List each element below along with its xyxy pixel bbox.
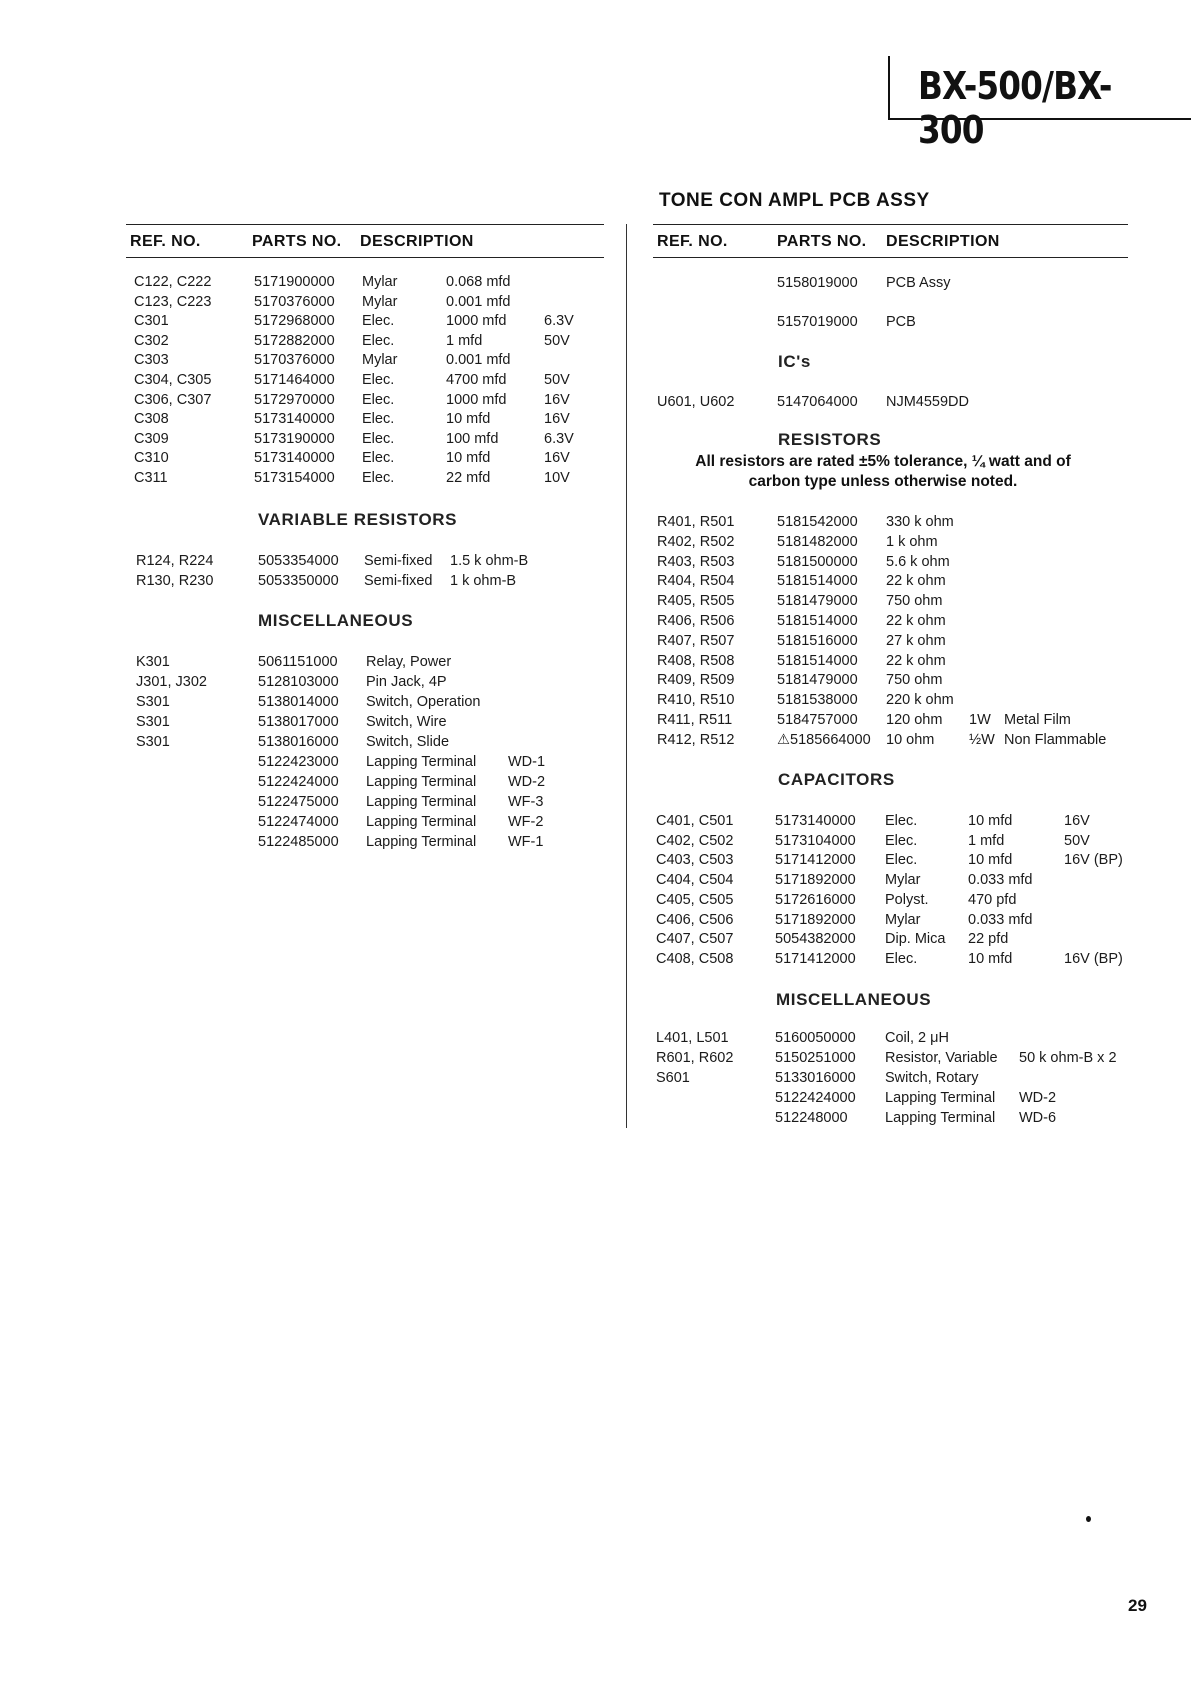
ref-no-cell: R403, R503 <box>657 553 735 570</box>
value-cell: 1 mfd <box>968 832 1005 849</box>
type-code-cell: WD-1 <box>508 754 546 770</box>
table-row <box>126 794 604 814</box>
type-cell: Mylar <box>362 293 398 310</box>
table-row <box>126 392 604 412</box>
table-row <box>653 554 1128 574</box>
description-cell: Switch, Rotary <box>885 1070 979 1086</box>
description-cell: Lapping Terminal <box>366 814 477 830</box>
part-no-cell: 5122485000 <box>258 834 339 850</box>
part-no-cell: 5172882000 <box>254 332 335 349</box>
type-cell: Elec. <box>362 391 395 408</box>
type-cell: Mylar <box>362 352 398 369</box>
table-row <box>653 732 1128 752</box>
ref-no-cell: R407, R507 <box>657 632 735 649</box>
description-cell: PCB <box>886 313 916 330</box>
value-cell: 470 pfd <box>968 891 1017 908</box>
table-row <box>126 754 604 774</box>
col-ref-no: REF. NO. <box>130 233 201 250</box>
col-parts-no: PARTS NO. <box>777 233 867 250</box>
part-no-cell: 5122475000 <box>258 794 339 810</box>
wattage-cell: ½W <box>969 731 995 748</box>
part-no-cell: 5181479000 <box>777 593 858 610</box>
part-no-cell: 5147064000 <box>777 394 858 410</box>
ref-no-cell: R404, R504 <box>657 573 735 590</box>
table-row <box>126 714 604 734</box>
type-cell: Elec. <box>885 832 918 849</box>
part-no-cell: 5181500000 <box>777 553 858 570</box>
table-row <box>653 852 1128 872</box>
part-no-cell: 5053354000 <box>258 553 339 569</box>
ref-no-cell: R124, R224 <box>136 553 214 569</box>
part-no-cell: 5170376000 <box>254 352 335 369</box>
type-cell: Elec. <box>362 313 395 330</box>
part-no-cell: 5181479000 <box>777 672 858 689</box>
rating-cell: 50V <box>544 332 570 349</box>
table-row <box>126 774 604 794</box>
ref-no-cell: R408, R508 <box>657 652 735 669</box>
part-no-cell: 5173154000 <box>254 470 335 486</box>
part-no-cell: 5181542000 <box>777 514 858 530</box>
ref-no-cell: R402, R502 <box>657 533 735 550</box>
value-cell: 5.6 k ohm <box>886 553 950 570</box>
type-cell: Elec. <box>362 450 395 467</box>
col-ref-no: REF. NO. <box>657 233 728 250</box>
ref-no-cell: R130, R230 <box>136 573 214 589</box>
section-title: TONE CON AMPL PCB ASSY <box>659 190 930 211</box>
value-cell: 750 ohm <box>886 593 943 610</box>
rating-cell: 6.3V <box>544 313 574 330</box>
table-row <box>126 294 604 314</box>
resistors-note-line-2: carbon type unless otherwise noted. <box>748 473 1018 490</box>
part-no-cell: 5150251000 <box>775 1050 856 1066</box>
part-no-cell: 5172968000 <box>254 313 335 330</box>
ref-no-cell: S601 <box>656 1070 690 1086</box>
description-cell: Switch, Operation <box>366 694 481 710</box>
rating-cell: 16V <box>544 450 570 467</box>
part-no-cell: 5181514000 <box>777 573 858 590</box>
part-no-cell: 5158019000 <box>777 275 858 291</box>
description-cell: Pin Jack, 4P <box>366 674 447 690</box>
part-no-cell: 5122424000 <box>258 774 339 790</box>
ref-no-cell: C309 <box>134 430 169 447</box>
ref-no-cell: R405, R505 <box>657 593 735 610</box>
part-no-cell: 5173190000 <box>254 430 335 447</box>
rating-cell: 16V <box>544 391 570 408</box>
value-cell: 0.068 mfd <box>446 274 511 290</box>
ref-no-cell: R409, R509 <box>657 672 735 689</box>
description-cell: Relay, Power <box>366 654 452 670</box>
table-row <box>126 553 604 573</box>
type-cell: Polyst. <box>885 891 929 908</box>
type-cell: Non Flammable <box>1004 731 1107 748</box>
value-cell: 220 k ohm <box>886 692 954 709</box>
value-cell: 330 k ohm <box>886 514 954 530</box>
table-row <box>653 394 1128 414</box>
ref-no-cell: C310 <box>134 450 169 467</box>
value-cell: WD-6 <box>1019 1110 1057 1126</box>
right-column <box>653 0 1128 1683</box>
table-row <box>653 633 1128 653</box>
part-no-cell: 5054382000 <box>775 931 856 948</box>
table-row <box>126 411 604 431</box>
part-no-cell: 5171892000 <box>775 872 856 889</box>
part-no-cell: 5122424000 <box>775 1090 856 1106</box>
table-row <box>126 372 604 392</box>
table-row <box>653 892 1128 912</box>
ref-no-cell: R411, R511 <box>657 712 733 728</box>
part-no-cell: 5171412000 <box>775 852 856 869</box>
description-cell: Lapping Terminal <box>885 1090 996 1106</box>
part-no-cell: 5173140000 <box>254 411 335 428</box>
ref-no-cell: R412, R512 <box>657 731 735 748</box>
table-row <box>126 470 604 490</box>
col-description: DESCRIPTION <box>360 233 474 250</box>
ref-no-cell: C408, C508 <box>656 950 734 967</box>
right-misc-heading: MISCELLANEOUS <box>776 990 932 1009</box>
ref-no-cell: S301 <box>136 714 170 730</box>
part-no-cell: 5184757000 <box>777 712 858 728</box>
part-no-cell: 5122474000 <box>258 814 339 830</box>
part-no-cell: 5173140000 <box>254 450 335 467</box>
type-cell: Elec. <box>885 813 918 829</box>
ref-no-cell: C311 <box>134 470 168 486</box>
type-cell: Dip. Mica <box>885 931 946 948</box>
part-no-cell: 5171464000 <box>254 372 335 388</box>
ref-no-cell: L401, L501 <box>656 1030 729 1046</box>
part-no-cell: 5181482000 <box>777 533 858 550</box>
capacitors-heading: CAPACITORS <box>778 770 895 789</box>
part-no-cell: ⚠5185664000 <box>777 731 871 748</box>
table-row <box>653 872 1128 892</box>
table-row <box>126 313 604 333</box>
type-cell: Semi-fixed <box>364 553 433 569</box>
table-row <box>653 912 1128 932</box>
value-cell: 22 k ohm <box>886 613 946 629</box>
table-row <box>653 534 1128 554</box>
part-no-cell: 5173104000 <box>775 832 856 849</box>
variable-resistors-heading: VARIABLE RESISTORS <box>258 510 458 529</box>
table-row <box>653 1030 1128 1050</box>
table-row <box>653 672 1128 692</box>
resistors-heading: RESISTORS <box>778 430 882 449</box>
ref-no-cell: K301 <box>136 654 170 670</box>
description-cell: Lapping Terminal <box>366 754 477 770</box>
table-row <box>653 593 1128 613</box>
part-no-cell: 5181514000 <box>777 652 858 669</box>
left-misc-heading: MISCELLANEOUS <box>258 611 414 630</box>
right-header-bottom-rule <box>653 257 1128 258</box>
rating-cell: 16V <box>1064 813 1090 829</box>
type-cell: Elec. <box>362 411 395 428</box>
value-cell: 22 k ohm <box>886 573 946 590</box>
part-no-cell: 5172616000 <box>775 891 856 908</box>
ref-no-cell: C405, C505 <box>656 891 734 908</box>
part-no-cell: 5173140000 <box>775 813 856 829</box>
value-cell: 0.033 mfd <box>968 911 1033 928</box>
type-code-cell: WF-3 <box>508 794 544 810</box>
part-no-cell: 5138017000 <box>258 714 339 730</box>
part-no-cell: 512248000 <box>775 1110 848 1126</box>
ref-no-cell: C404, C504 <box>656 872 734 889</box>
rating-cell: 16V <box>544 411 570 428</box>
part-no-cell: 5138014000 <box>258 694 339 710</box>
value-cell: 120 ohm <box>886 712 943 728</box>
table-row <box>653 1110 1128 1130</box>
type-cell: Mylar <box>885 911 921 928</box>
value-cell: 1 k ohm <box>886 533 938 550</box>
ref-no-cell: C403, C503 <box>656 852 734 869</box>
type-cell: Elec. <box>885 852 918 869</box>
col-description: DESCRIPTION <box>886 233 1000 250</box>
table-row <box>126 834 604 854</box>
table-row <box>126 352 604 372</box>
part-no-cell: 5160050000 <box>775 1030 856 1046</box>
value-cell: 0.001 mfd <box>446 293 511 310</box>
description-cell: Lapping Terminal <box>366 834 477 850</box>
table-row <box>126 333 604 353</box>
value-cell: 100 mfd <box>446 430 499 447</box>
ref-no-cell: C301 <box>134 313 169 330</box>
table-row <box>126 814 604 834</box>
part-no-cell: 5138016000 <box>258 734 339 750</box>
value-cell: 22 mfd <box>446 470 491 486</box>
part-no-cell: 5061151000 <box>258 654 338 670</box>
ref-no-cell: U601, U602 <box>657 394 735 410</box>
description-cell: Lapping Terminal <box>885 1110 996 1126</box>
ref-no-cell: J301, J302 <box>136 674 207 690</box>
part-no-cell: 5181514000 <box>777 613 858 629</box>
ref-no-cell: R410, R510 <box>657 692 735 709</box>
part-no-cell: 5181516000 <box>777 632 858 649</box>
value-cell: 50 k ohm-B x 2 <box>1019 1050 1117 1066</box>
part-no-cell: 5170376000 <box>254 293 335 310</box>
description-cell: Switch, Slide <box>366 734 450 750</box>
type-code-cell: WD-2 <box>508 774 546 790</box>
value-cell: 1.5 k ohm-B <box>450 553 529 569</box>
value-cell: 0.033 mfd <box>968 872 1033 889</box>
part-no-cell: 5171412000 <box>775 950 856 967</box>
value-cell: 22 k ohm <box>886 652 946 669</box>
table-row <box>653 653 1128 673</box>
table-row <box>653 514 1128 534</box>
table-row <box>126 573 604 593</box>
part-no-cell: 5133016000 <box>775 1070 856 1086</box>
table-row <box>126 694 604 714</box>
part-no-cell: 5122423000 <box>258 754 339 770</box>
table-row <box>653 1050 1128 1070</box>
wattage-cell: 1W <box>969 712 991 728</box>
value-cell: 0.001 mfd <box>446 352 511 369</box>
table-row <box>653 1070 1128 1090</box>
type-cell: Elec. <box>362 430 395 447</box>
model-title: BX-500/BX-300 <box>918 64 1112 152</box>
table-row <box>653 931 1128 951</box>
value-cell: 1 k ohm-B <box>450 573 517 589</box>
value-cell: 750 ohm <box>886 672 943 689</box>
left-header-top-rule <box>126 224 604 225</box>
part-no-cell: 5181538000 <box>777 692 858 709</box>
value-cell: 22 pfd <box>968 931 1009 948</box>
value-cell: 10 mfd <box>968 950 1013 967</box>
table-row <box>126 674 604 694</box>
type-cell: Elec. <box>362 470 395 486</box>
table-row <box>653 712 1128 732</box>
page-number: 29 <box>1128 1596 1147 1615</box>
table-row <box>653 833 1128 853</box>
value-cell: 1000 mfd <box>446 313 507 330</box>
type-cell: Metal Film <box>1004 712 1071 728</box>
ref-no-cell: R601, R602 <box>656 1050 734 1066</box>
ref-no-cell: C406, C506 <box>656 911 734 928</box>
type-cell: Mylar <box>885 872 921 889</box>
value-cell: 10 mfd <box>446 450 491 467</box>
type-cell: Elec. <box>362 372 395 388</box>
table-row <box>126 450 604 470</box>
description-cell: Resistor, Variable <box>885 1050 998 1066</box>
table-row <box>126 431 604 451</box>
table-row <box>653 951 1128 971</box>
type-cell: Mylar <box>362 274 398 290</box>
rating-cell: 6.3V <box>544 430 574 447</box>
column-divider <box>626 224 627 1128</box>
description-cell: NJM4559DD <box>886 394 969 410</box>
speck-mark <box>1086 1516 1091 1522</box>
ref-no-cell: C304, C305 <box>134 372 212 388</box>
left-header-bottom-rule <box>126 257 604 258</box>
resistors-note-line-1: All resistors are rated ±5% tolerance, ¼ watt and of <box>695 453 1071 470</box>
ref-no-cell: S301 <box>136 734 170 750</box>
left-column <box>126 0 604 1683</box>
col-parts-no: PARTS NO. <box>252 233 342 250</box>
type-cell: Semi-fixed <box>364 573 433 589</box>
rating-cell: 50V <box>1064 832 1090 849</box>
ref-no-cell: C303 <box>134 352 169 369</box>
part-no-cell: 5053350000 <box>258 573 339 589</box>
description-cell: Lapping Terminal <box>366 774 477 790</box>
type-code-cell: WF-1 <box>508 834 544 850</box>
part-no-cell: 5172970000 <box>254 391 335 408</box>
value-cell: 10 mfd <box>968 813 1013 829</box>
value-cell: 27 k ohm <box>886 632 946 649</box>
value-cell: 10 ohm <box>886 731 935 748</box>
part-no-cell: 5171900000 <box>254 274 335 290</box>
type-cell: Elec. <box>885 950 918 967</box>
description-cell: Lapping Terminal <box>366 794 477 810</box>
part-no-cell: 5128103000 <box>258 674 339 690</box>
type-code-cell: WF-2 <box>508 814 544 830</box>
ref-no-cell: C122, C222 <box>134 274 212 290</box>
ref-no-cell: C302 <box>134 332 169 349</box>
right-header-top-rule <box>653 224 1128 225</box>
description-cell: Coil, 2 μH <box>885 1030 949 1046</box>
value-cell: 10 mfd <box>968 852 1013 869</box>
rating-cell: 50V <box>544 372 570 388</box>
ref-no-cell: C401, C501 <box>656 813 734 829</box>
part-no-cell: 5171892000 <box>775 911 856 928</box>
table-row <box>653 613 1128 633</box>
description-cell: PCB Assy <box>886 275 951 291</box>
ref-no-cell: C306, C307 <box>134 391 212 408</box>
rating-cell: 16V (BP) <box>1064 950 1123 967</box>
ref-no-cell: C407, C507 <box>656 931 734 948</box>
type-cell: Elec. <box>362 332 395 349</box>
table-row <box>653 314 1128 334</box>
part-no-cell: 5157019000 <box>777 313 858 330</box>
ref-no-cell: R401, R501 <box>657 514 735 530</box>
table-row <box>653 692 1128 712</box>
description-cell: Switch, Wire <box>366 714 447 730</box>
table-row <box>653 813 1128 833</box>
ref-no-cell: C308 <box>134 411 169 428</box>
ref-no-cell: C402, C502 <box>656 832 734 849</box>
ref-no-cell: S301 <box>136 694 170 710</box>
table-row <box>126 274 604 294</box>
table-row <box>126 654 604 674</box>
value-cell: 1 mfd <box>446 332 483 349</box>
value-cell: 10 mfd <box>446 411 491 428</box>
table-row <box>126 734 604 754</box>
ref-no-cell: C123, C223 <box>134 293 212 310</box>
table-row <box>653 573 1128 593</box>
table-row <box>653 275 1128 295</box>
value-cell: WD-2 <box>1019 1090 1057 1106</box>
value-cell: 4700 mfd <box>446 372 507 388</box>
rating-cell: 10V <box>544 470 570 486</box>
table-row <box>653 1090 1128 1110</box>
ref-no-cell: R406, R506 <box>657 613 735 629</box>
rating-cell: 16V (BP) <box>1064 852 1123 869</box>
value-cell: 1000 mfd <box>446 391 507 408</box>
ics-heading: IC's <box>778 352 811 371</box>
